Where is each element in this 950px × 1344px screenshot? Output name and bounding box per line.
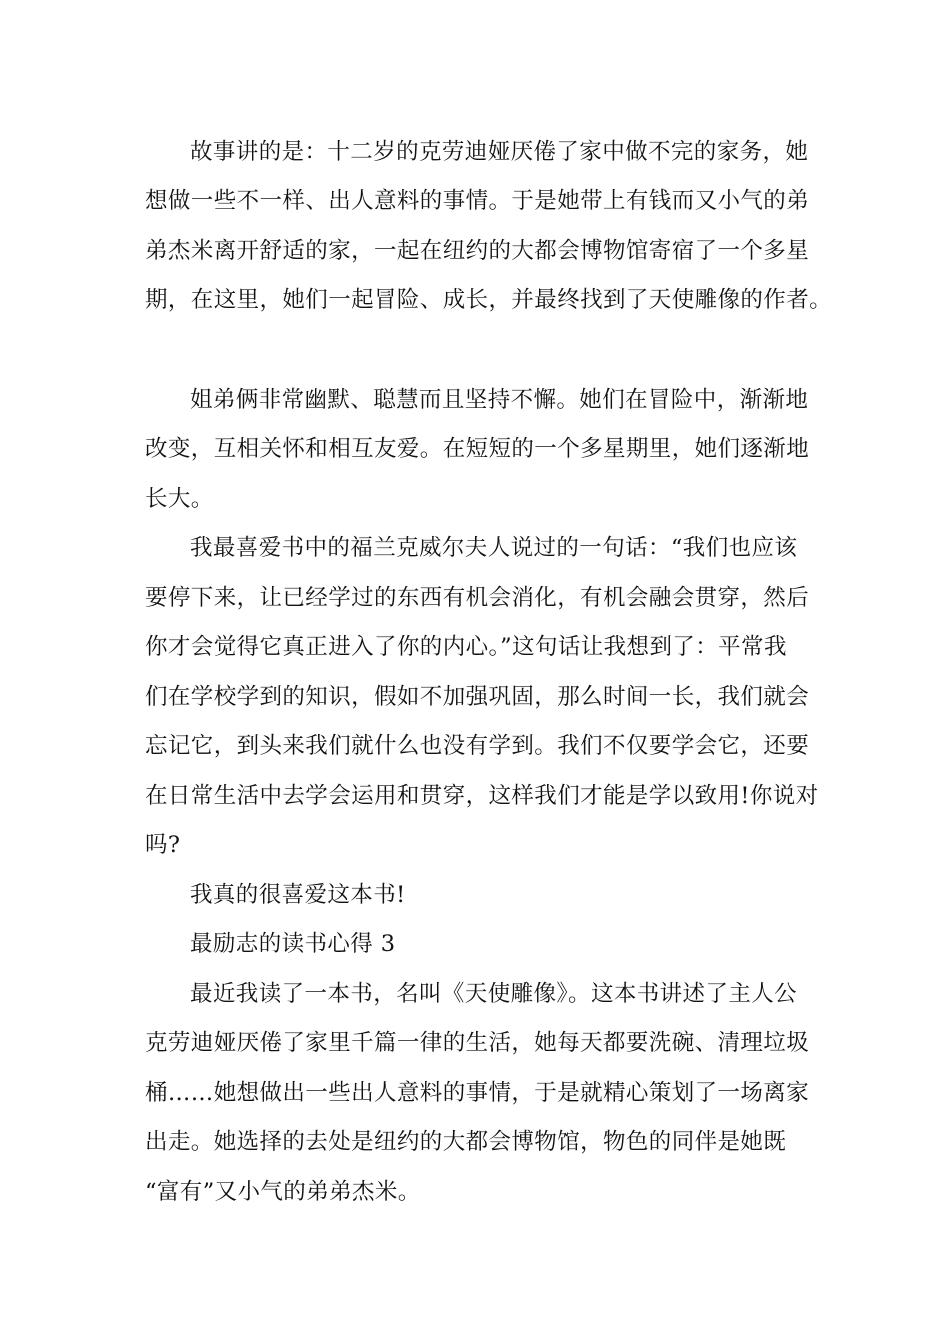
- paragraph-2-line-3: 长大。: [145, 486, 214, 512]
- paragraph-3-line-7: 吗?: [145, 832, 181, 858]
- paragraph-6-line-1: 最近我读了一本书，名叫《天使雕像》。这本书讲述了主人公: [190, 981, 798, 1007]
- paragraph-1-line-2: 想做一些不一样、出人意料的事情。于是她带上有钱而又小气的弟: [145, 188, 810, 214]
- paragraph-3-line-4: 们在学校学到的知识，假如不加强巩固，那么时间一长，我们就会: [145, 684, 810, 710]
- paragraph-3-line-1: 我最喜爱书中的福兰克威尔夫人说过的一句话：“我们也应该: [190, 535, 798, 561]
- paragraph-1-line-4: 期，在这里，她们一起冒险、成长，并最终找到了天使雕像的作者。: [145, 287, 833, 313]
- paragraph-3-line-3: 你才会觉得它真正进入了你的内心。”这句话让我想到了：平常我: [145, 634, 787, 660]
- paragraph-3-line-2: 要停下来，让已经学过的东西有机会消化，有机会融会贯穿，然后: [145, 585, 810, 611]
- paragraph-2-line-1: 姐弟俩非常幽默、聪慧而且坚持不懈。她们在冒险中，渐渐地: [190, 387, 809, 413]
- paragraph-6-line-3: 桶……她想做出一些出人意料的事情，于是就精心策划了一场离家: [145, 1080, 810, 1106]
- paragraph-6-line-4: 出走。她选择的去处是纽约的大都会博物馆，物色的同伴是她既: [145, 1129, 787, 1155]
- paragraph-6-line-2: 克劳迪娅厌倦了家里千篇一律的生活，她每天都要洗碗、清理垃圾: [145, 1030, 810, 1056]
- paragraph-1-line-1: 故事讲的是：十二岁的克劳迪娅厌倦了家中做不完的家务，她: [190, 139, 809, 165]
- paragraph-3-line-5: 忘记它，到头来我们就什么也没有学到。我们不仅要学会它，还要: [145, 733, 810, 759]
- paragraph-2-line-2: 改变，互相关怀和相互友爱。在短短的一个多星期里，她们逐渐地: [145, 436, 810, 462]
- paragraph-3-line-6: 在日常生活中去学会运用和贯穿，这样我们才能是学以致用!你说对: [145, 783, 819, 809]
- paragraph-1-line-3: 弟杰米离开舒适的家，一起在纽约的大都会博物馆寄宿了一个多星: [145, 238, 810, 264]
- paragraph-4-line-1: 我真的很喜爱这本书!: [190, 882, 406, 908]
- section-heading: 最励志的读书心得 3: [190, 931, 396, 957]
- paragraph-6-line-5: “富有”又小气的弟弟杰米。: [145, 1179, 421, 1205]
